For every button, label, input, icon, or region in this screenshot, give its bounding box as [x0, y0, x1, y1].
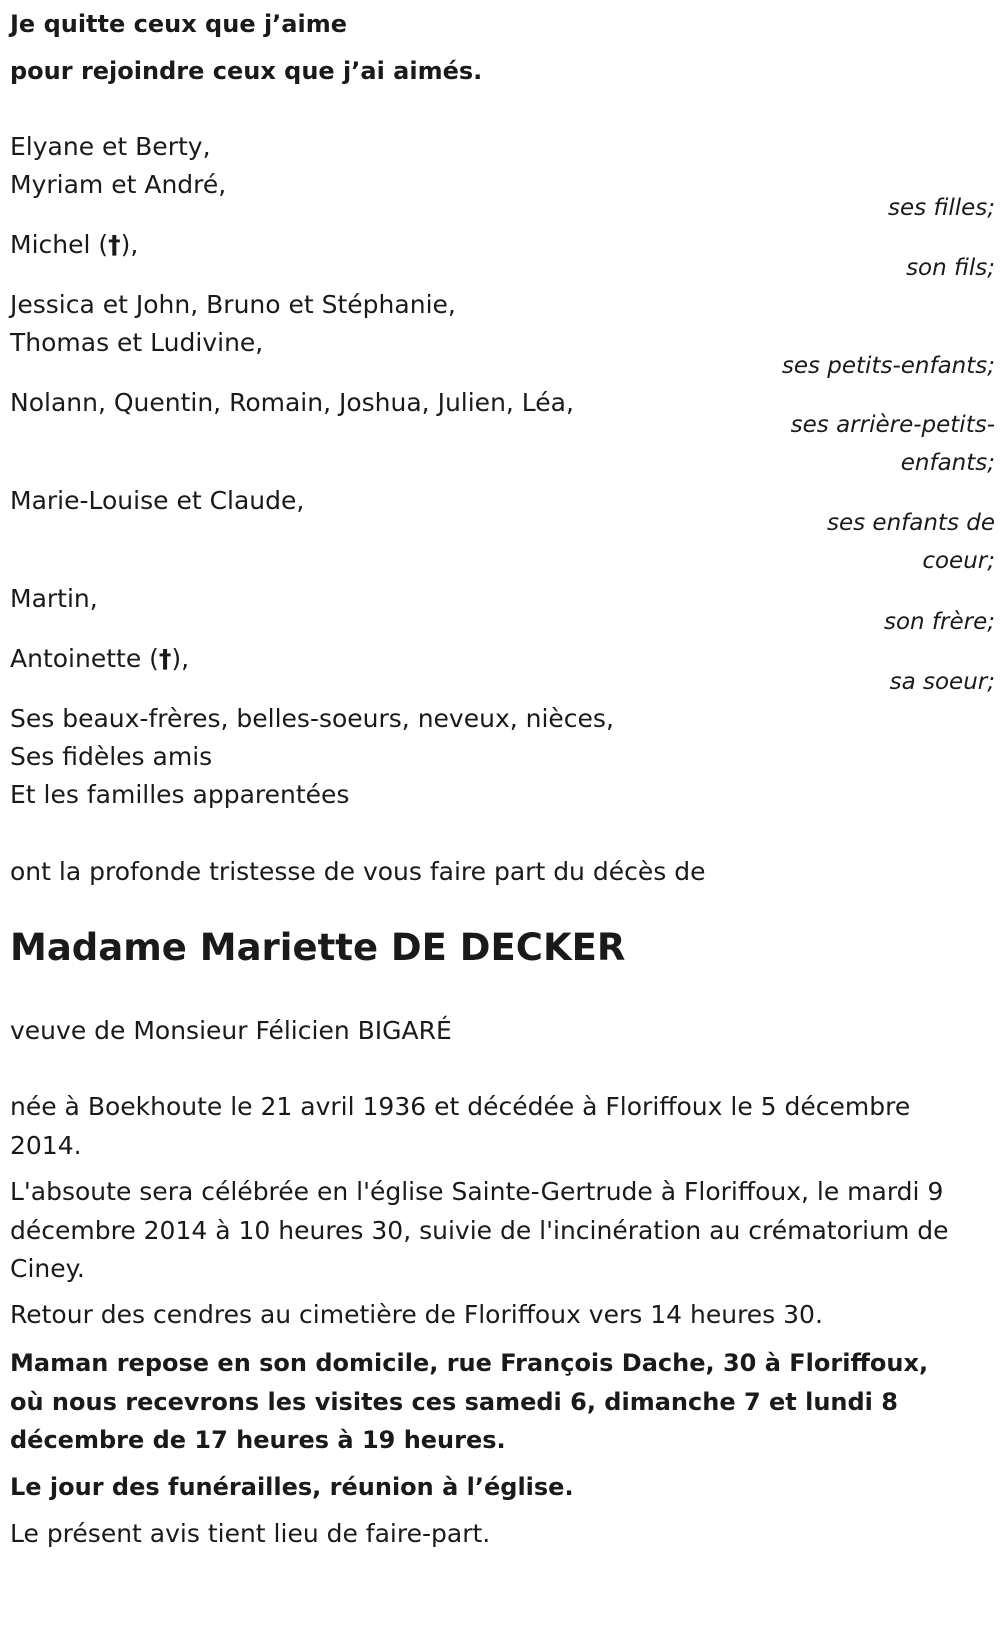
funeral-day: Le jour des funérailles, réunion à l’église.: [10, 1473, 574, 1501]
widow-of: veuve de Monsieur Félicien BIGARÉ: [10, 1016, 452, 1045]
visits: Maman repose en son domicile, rue François Dache, 30 à Floriffoux, où nous recevrons les visites ces samedi 6, dimanche 7 et lundi 8 décembre de 17 heures à 19 heures.: [10, 1349, 929, 1454]
quote-line-2: pour rejoindre ceux que j’ai aimés.: [10, 57, 483, 85]
grandchildren-line-1: Jessica et John, Bruno et Stéphanie,: [10, 290, 456, 319]
grandchildren-role: ses petits-enfants;: [781, 353, 995, 379]
daughters-role: ses filles;: [888, 195, 995, 221]
sister-line: [10, 639, 189, 679]
son-line: [10, 225, 138, 265]
quote-line-1: Je quitte ceux que j’aime: [10, 10, 348, 38]
others-line-3: Et les familles apparentées: [10, 780, 350, 809]
others-line-1: Ses beaux-frères, belles-soeurs, neveux, nièces,: [10, 704, 614, 733]
notice: Le présent avis tient lieu de faire-part.: [10, 1519, 491, 1548]
cross-icon: †: [108, 230, 121, 259]
birth-death: née à Boekhoute le 21 avril 1936 et décédée à Floriffoux le 5 décembre 2014.: [10, 1092, 911, 1160]
cross-icon: †: [158, 644, 172, 673]
heart-children-role: ses enfants de coeur;: [827, 510, 995, 574]
son-role: son fils;: [906, 255, 995, 281]
daughters-line-1: Elyane et Berty,: [10, 132, 211, 161]
deceased-name: Madame Mariette DE DECKER: [10, 926, 626, 969]
son-suffix: ),: [120, 230, 139, 259]
grandchildren-line-2: Thomas et Ludivine,: [10, 328, 264, 357]
brother-role: son frère;: [883, 609, 995, 635]
sister-name: Antoinette (: [10, 644, 159, 673]
ceremony: L'absoute sera célébrée en l'église Sainte-Gertrude à Floriffoux, le mardi 9 décembre 2014 à 10 heures 30, suivie de l'incinération au crématorium de Ciney.: [10, 1177, 949, 1283]
announcement: ont la profonde tristesse de vous faire part du décès de: [10, 857, 706, 886]
sister-role: sa soeur;: [889, 669, 995, 695]
daughters-line-2: Myriam et André,: [10, 170, 227, 199]
heart-children-line: Marie-Louise et Claude,: [10, 486, 305, 515]
son-name: Michel (: [10, 230, 109, 259]
great-grandchildren-line: Nolann, Quentin, Romain, Joshua, Julien, Léa,: [10, 388, 574, 417]
sister-suffix: ),: [171, 644, 190, 673]
ashes: Retour des cendres au cimetière de Floriffoux vers 14 heures 30.: [10, 1300, 823, 1329]
others-line-2: Ses fidèles amis: [10, 742, 213, 771]
brother-line: Martin,: [10, 584, 98, 613]
great-grandchildren-role: ses arrière-petits-enfants;: [790, 412, 995, 476]
